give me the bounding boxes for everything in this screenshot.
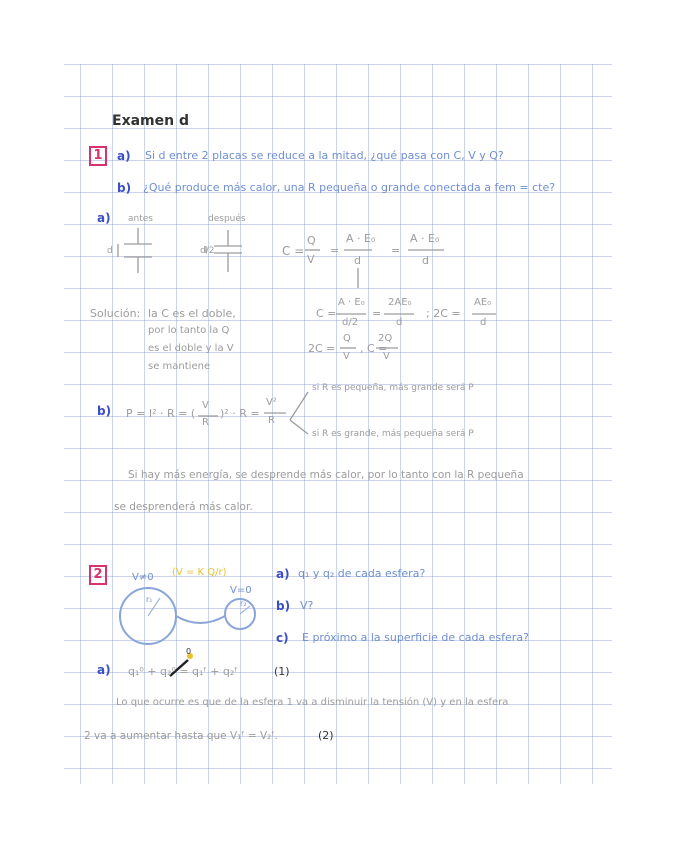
q1-b-text: ¿Qué produce más calor, una R pequeña o grande conectada a fem = cte? xyxy=(143,181,556,194)
solution-label: Solución: xyxy=(90,307,141,320)
two-c-q-den: V xyxy=(343,351,350,362)
charge-conservation-eq: q₁⁰ + q₂⁰ = q₁ᶠ + q₂ᶠ xyxy=(128,665,238,678)
solution-line-4: se mantiene xyxy=(148,361,211,372)
frac-ae0-den: d xyxy=(354,254,361,267)
potential-formula: (V = K Q/r) xyxy=(172,567,227,578)
frac-ae0-num: A · E₀ xyxy=(346,232,376,245)
equation-tag-2: (2) xyxy=(318,729,334,742)
pen-zero-mark: 0 xyxy=(186,647,192,656)
after-label: después xyxy=(208,214,246,224)
conclusion-line-2: se desprenderá más calor. xyxy=(114,501,253,513)
two-c-frac-den: d xyxy=(480,317,487,328)
c-equals: C = xyxy=(282,244,305,258)
branch-small-r: si R es pequeña, más grande será P xyxy=(312,383,474,393)
frac-q: Q xyxy=(307,234,316,247)
q1-answer-a-label: a) xyxy=(97,211,111,225)
two-c-frac-num: AE₀ xyxy=(474,297,492,308)
branch-large-r: si R es grande, más pequeña será P xyxy=(312,429,474,439)
equals-sign-1: = xyxy=(330,244,340,257)
power-v2-den: R xyxy=(268,415,275,426)
explanation-line-2: 2 va a aumentar hasta que V₁ᶠ = V₂ᶠ. xyxy=(84,730,278,742)
power-v2-num: V² xyxy=(266,397,277,408)
v-nonzero-label: V≠0 xyxy=(132,572,154,583)
two-c-expr: ; 2C = xyxy=(426,307,461,320)
c-2q-den: V xyxy=(383,351,390,362)
question-2-number: 2 xyxy=(89,565,107,585)
q2-c-text: E próximo a la superficie de cada esfera? xyxy=(302,631,529,644)
q1-answer-b-label: b) xyxy=(97,404,112,418)
radius-1-label: r₁ xyxy=(146,595,153,604)
c-half-expr: C = xyxy=(316,307,337,320)
distance-d-label: d xyxy=(107,246,113,256)
frac-ae0-2-num: A · E₀ xyxy=(410,232,440,245)
q1-a-text: Si d entre 2 placas se reduce a la mitad, ¿qué pasa con C, V y Q? xyxy=(145,149,504,162)
q2-a-label: a) xyxy=(276,567,290,581)
v-zero-label: V=0 xyxy=(230,585,252,596)
c-half-eq: = xyxy=(372,307,382,320)
distance-half-label: d/2 xyxy=(200,246,215,256)
c-half-frac2-num: 2AE₀ xyxy=(388,297,412,308)
c-half-frac1-den: d/2 xyxy=(342,317,359,328)
explanation-line-1: Lo que ocurre es que de la esfera 1 va a disminuir la tensión (V) y en la esfera xyxy=(116,697,509,708)
equals-sign-2: = xyxy=(391,244,401,257)
power-formula-start: P = I² · R = ( xyxy=(126,407,196,420)
page-title: Examen d xyxy=(112,113,189,129)
power-vr-num: V xyxy=(202,400,209,411)
c-half-frac1-num: A · E₀ xyxy=(338,297,365,308)
q2-b-label: b) xyxy=(276,599,291,613)
solution-line-2: por lo tanto la Q xyxy=(148,325,230,336)
equation-tag-1: (1) xyxy=(274,665,290,678)
conclusion-line-1: Si hay más energía, se desprende más calor, por lo tanto con la R pequeña xyxy=(128,469,524,481)
before-label: antes xyxy=(128,214,153,224)
q2-answer-a-label: a) xyxy=(97,663,111,677)
frac-ae0-2-den: d xyxy=(422,254,429,267)
c-2q-expr: , C = xyxy=(360,342,388,355)
two-c-q-num: Q xyxy=(343,333,351,344)
solution-line-3: es el doble y la V xyxy=(148,343,234,354)
q2-b-text: V? xyxy=(300,599,314,612)
power-vr-den: R xyxy=(202,417,209,428)
q2-c-label: c) xyxy=(276,631,289,645)
frac-v: V xyxy=(307,253,315,266)
q1-a-label: a) xyxy=(117,149,131,163)
radius-2-label: r₂ xyxy=(240,599,247,608)
q1-b-label: b) xyxy=(117,181,132,195)
c-2q-num: 2Q xyxy=(378,333,393,344)
solution-line-1: la C es el doble, xyxy=(148,307,236,320)
two-c-q-expr: 2C = xyxy=(308,342,336,355)
c-half-frac2-den: d xyxy=(396,317,403,328)
question-1-number: 1 xyxy=(89,146,107,166)
q2-a-text: q₁ y q₂ de cada esfera? xyxy=(298,567,426,580)
power-formula-mid: )² · R = xyxy=(220,407,260,420)
